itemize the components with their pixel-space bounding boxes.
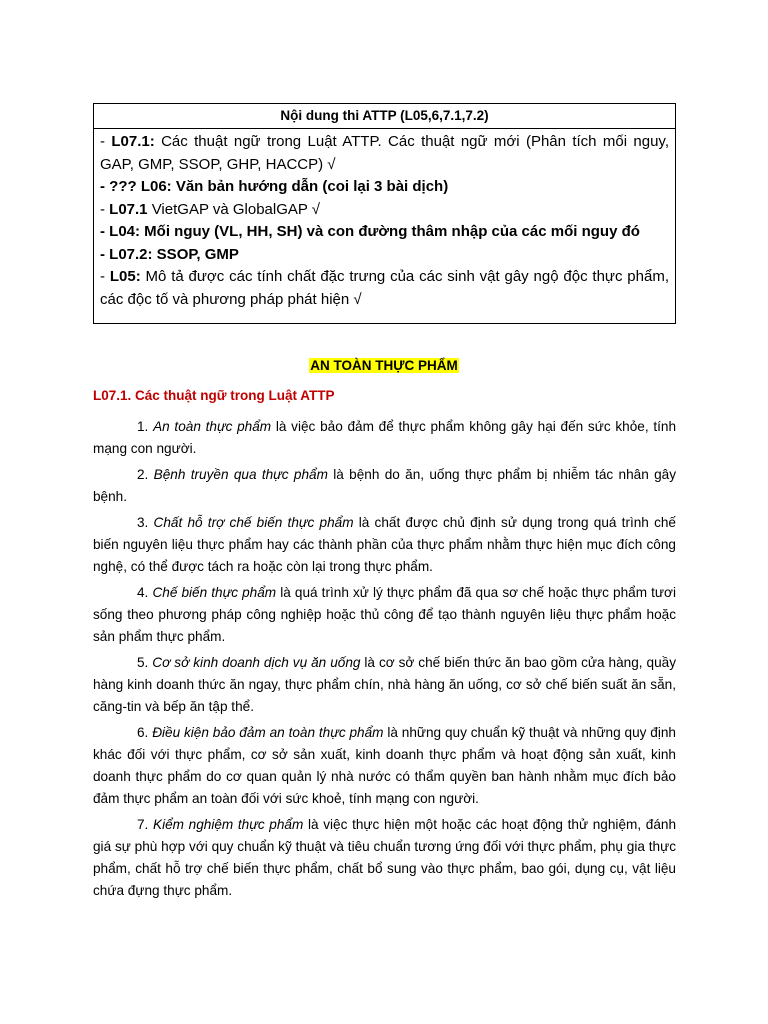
definition-term: Chất hỗ trợ chế biến thực phẩm xyxy=(153,514,354,530)
box-line-l072: - L07.2: SSOP, GMP xyxy=(100,245,239,263)
section-heading-text: AN TOÀN THỰC PHẨM xyxy=(310,358,458,373)
box-line-code: L05: xyxy=(109,268,141,285)
definition-list xyxy=(93,416,676,906)
definition-item: 1. An toàn thực phẩm là việc bảo đảm để thực phẩm không gây hại đến sức khỏe, tính mạng con người. xyxy=(93,419,677,457)
definition-item: 4. Chế biến thực phẩm là quá trình xử lý thực phẩm đã qua sơ chế hoặc thực phẩm tươi sống theo phương pháp công nghiệp hoặc thủ công để tạo thành nguyên liệu thực phẩm hoặc sản phẩm thực phẩm. xyxy=(93,584,676,644)
definition-term: Bệnh truyền qua thực phẩm xyxy=(153,466,328,482)
definition-item: 7. Kiểm nghiệm thực phẩm là việc thực hiện một hoặc các hoạt động thử nghiệm, đánh giá sự phù hợp với quy chuẩn kỹ thuật và tiêu chuẩn tương ứng đối với thực phẩm, phụ gia thực phẩm, chất hỗ trợ chế biến thực phẩm, chất bổ sung vào thực phẩm, bao gói, dụng cụ, vật liệu chứa đựng thực phẩm. xyxy=(93,816,677,899)
definition-term: Cơ sở kinh doanh dịch vụ ăn uống xyxy=(152,654,361,670)
box-line-code: L07.1: xyxy=(111,133,155,150)
exam-content-box xyxy=(93,103,676,324)
box-line-l06: - ??? L06: Văn bản hướng dẫn (coi lại 3 bài dịch) xyxy=(100,178,449,195)
subsection-heading: L07.1. Các thuật ngữ trong Luật ATTP xyxy=(93,388,335,403)
section-heading xyxy=(0,357,768,375)
definition-term: An toàn thực phẩm xyxy=(153,419,272,434)
definition-item: 6. Điều kiện bảo đảm an toàn thực phẩm là những quy chuẩn kỹ thuật và những quy định khác đối với thực phẩm, cơ sở sản xuất, kinh doanh thực phẩm và hoạt động sản xuất, kinh doanh thực phẩm do cơ quan quản lý nhà nước có thẩm quyền ban hành nhằm mục đích bảo đảm thực phẩm an toàn đối với sức khoẻ, tính mạng con người. xyxy=(93,724,676,807)
box-line-l04: - L04: Mối nguy (VL, HH, SH) và con đường thâm nhập của các mối nguy đó xyxy=(100,223,640,240)
box-line-l071: - L07.1: Các thuật ngữ trong Luật ATTP. Các thuật ngữ mới (Phân tích mối nguy, GAP, GMP, SSOP, GHP, HACCP) √ xyxy=(100,133,669,173)
definition-term: Kiểm nghiệm thực phẩm xyxy=(153,816,304,832)
box-body xyxy=(94,129,675,311)
definition-term: Điều kiện bảo đảm an toàn thực phẩm xyxy=(152,724,384,740)
definition-item: 3. Chất hỗ trợ chế biến thực phẩm là chất được chủ định sử dụng trong quá trình chế biến nguyên liệu thực phẩm hay các thành phần của thực phẩm nhằm thực hiện mục đích công nghệ, có thể được tách ra hoặc còn lại trong thực phẩm. xyxy=(93,514,676,574)
definition-item: 2. Bệnh truyền qua thực phẩm là bệnh do ăn, uống thực phẩm bị nhiễm tác nhân gây bệnh. xyxy=(93,466,676,504)
definition-term: Chế biến thực phẩm xyxy=(152,584,277,600)
box-line-l071-gap: - L07.1 VietGAP và GlobalGAP √ xyxy=(100,200,321,218)
box-line-code: L07.1 xyxy=(109,200,148,218)
box-title: Nội dung thi ATTP (L05,6,7.1,7.2) xyxy=(94,104,675,129)
box-line-l05: - L05: Mô tả được các tính chất đặc trưng của các sinh vật gây ngộ độc thực phẩm, các độc tố và phương pháp phát hiện √ xyxy=(100,268,669,308)
definition-item: 5. Cơ sở kinh doanh dịch vụ ăn uống là cơ sở chế biến thức ăn bao gồm cửa hàng, quầy hàng kinh doanh thức ăn ngay, thực phẩm chín, nhà hàng ăn uống, cơ sở chế biến suất ăn sẵn, căng-tin và bếp ăn tập thể. xyxy=(93,654,676,714)
